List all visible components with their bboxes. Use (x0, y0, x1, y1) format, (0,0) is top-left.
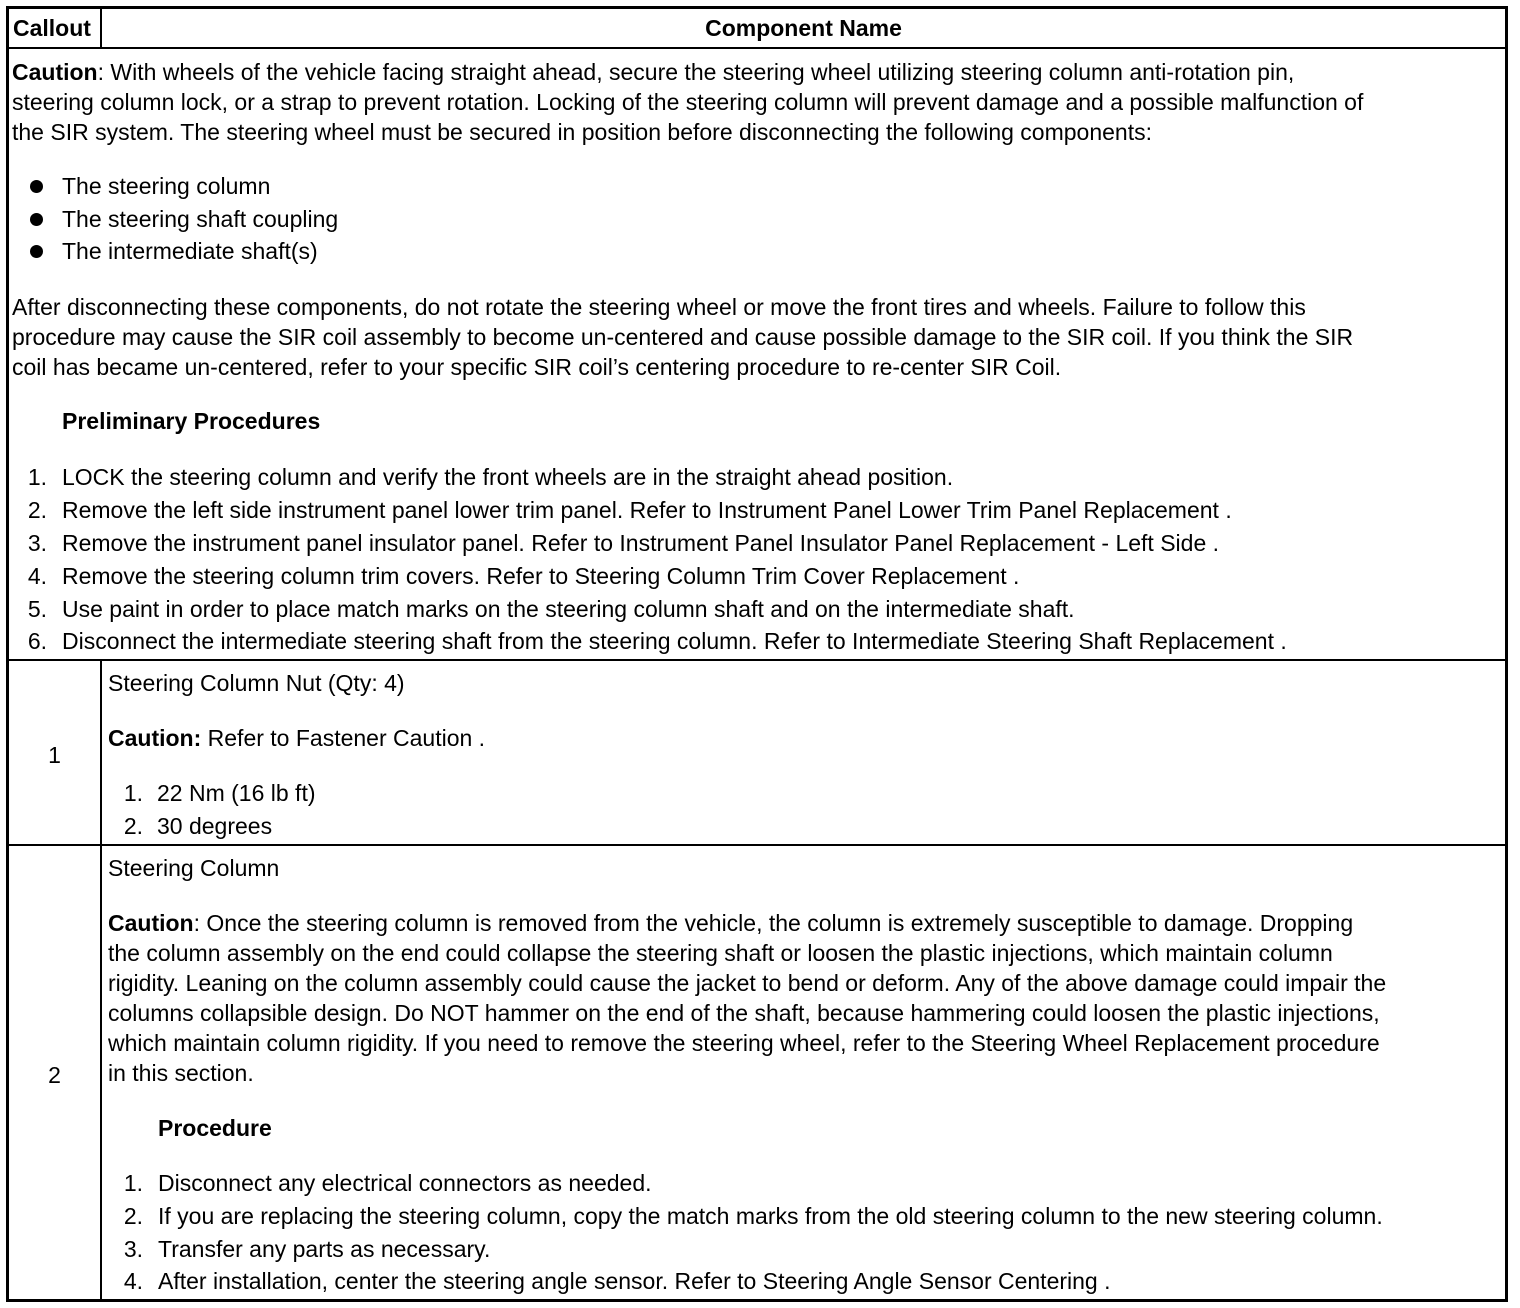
list-item: The steering shaft coupling (62, 206, 339, 232)
paragraph-line: coil has became un-centered, refer to your specific SIR coil’s centering procedure to re-center SIR Coil. (12, 354, 1062, 380)
step-number: 1. (27, 464, 47, 490)
caution-text: : Once the steering column is removed from the vehicle, the column is extremely susceptible to damage. Dropping (193, 910, 1354, 936)
preliminary-procedures-heading: Preliminary Procedures (62, 408, 321, 434)
step-text: 30 degrees (157, 813, 273, 839)
step-number: 6. (27, 628, 47, 654)
caution-line (108, 727, 485, 750)
caution-line: rigidity. Leaning on the column assembly could cause the jacket to bend or deform. Any of the above damage could impair the (108, 970, 1387, 996)
row-divider-2 (6, 844, 1508, 846)
step-text: Remove the left side instrument panel lower trim panel. Refer to Instrument Panel Lower Trim Panel Replacement . (62, 497, 1232, 523)
row-column-divider (100, 659, 102, 1302)
step-number: 3. (27, 530, 47, 556)
caution-line: columns collapsible design. Do NOT hammer on the end of the shaft, because hammering could loosen the plastic injections, (108, 1000, 1380, 1026)
bullet-dot (30, 213, 43, 226)
table-bottom-border (6, 1299, 1508, 1302)
step-text: Transfer any parts as necessary. (158, 1236, 491, 1262)
step-text: LOCK the steering column and verify the front wheels are in the straight ahead position. (62, 464, 954, 490)
table-left-border (6, 6, 9, 1302)
caution-text: Refer to Fastener Caution . (201, 725, 486, 751)
step-text: 22 Nm (16 lb ft) (157, 780, 316, 806)
step-number: 4. (27, 563, 47, 589)
step-text: Remove the steering column trim covers. Refer to Steering Column Trim Cover Replacement . (62, 563, 1020, 589)
paragraph-line: procedure may cause the SIR coil assembly to become un-centered and cause possible damage to the SIR coil. If you think the SIR (12, 324, 1354, 350)
component-name: Steering Column (108, 855, 280, 881)
step-text: Disconnect the intermediate steering shaft from the steering column. Refer to Intermediate Steering Shaft Replacement . (62, 628, 1287, 654)
step-number: 1. (123, 780, 143, 806)
step-number: 2. (27, 497, 47, 523)
table-right-border (1505, 6, 1508, 1302)
bullet-dot (30, 245, 43, 258)
step-number: 1. (123, 1170, 143, 1196)
bullet-dot (30, 180, 43, 193)
caution-text: : With wheels of the vehicle facing straight ahead, secure the steering wheel utilizing steering column anti-rotation pin, (97, 59, 1295, 85)
step-number: 2. (123, 1203, 143, 1229)
caution-line-3: the SIR system. The steering wheel must be secured in position before disconnecting the following components: (12, 119, 1152, 145)
component-name: Steering Column Nut (Qty: 4) (108, 670, 405, 696)
step-number: 5. (27, 596, 47, 622)
caution-line: in this section. (108, 1060, 254, 1086)
header-bottom-border (6, 47, 1508, 49)
caution-label: Caution: (108, 725, 202, 751)
step-text: Use paint in order to place match marks on the steering column shaft and on the intermediate shaft. (62, 596, 1075, 622)
step-text: After installation, center the steering angle sensor. Refer to Steering Angle Sensor Centering . (158, 1268, 1111, 1294)
step-number: 3. (123, 1236, 143, 1262)
caution-line-1 (12, 61, 1294, 84)
procedure-heading: Procedure (158, 1115, 272, 1141)
table-top-border (6, 6, 1508, 9)
step-text: Disconnect any electrical connectors as needed. (158, 1170, 652, 1196)
caution-line: the column assembly on the end could collapse the steering shaft or loosen the plastic injections, which maintain column (108, 940, 1333, 966)
list-item: The steering column (62, 173, 271, 199)
caution-line (108, 912, 1353, 935)
caution-line: which maintain column rigidity. If you need to remove the steering wheel, refer to the Steering Wheel Replacement procedure (108, 1030, 1380, 1056)
caution-label: Caution (12, 59, 98, 85)
callout-number: 1 (48, 742, 61, 768)
header-callout: Callout (13, 15, 91, 41)
step-number: 4. (123, 1268, 143, 1294)
step-number: 2. (123, 813, 143, 839)
paragraph-line: After disconnecting these components, do not rotate the steering wheel or move the front tires and wheels. Failure to follow this (12, 294, 1306, 320)
callout-number: 2 (48, 1062, 61, 1088)
caution-line-2: steering column lock, or a strap to prevent rotation. Locking of the steering column will prevent damage and a possible malfunction of (12, 89, 1364, 115)
row-divider-1 (6, 659, 1508, 661)
step-text: If you are replacing the steering column, copy the match marks from the old steering column to the new steering column. (158, 1203, 1383, 1229)
list-item: The intermediate shaft(s) (62, 238, 318, 264)
step-text: Remove the instrument panel insulator panel. Refer to Instrument Panel Insulator Panel Replacement - Left Side . (62, 530, 1220, 556)
header-component-name: Component Name (705, 15, 902, 41)
caution-label: Caution (108, 910, 194, 936)
